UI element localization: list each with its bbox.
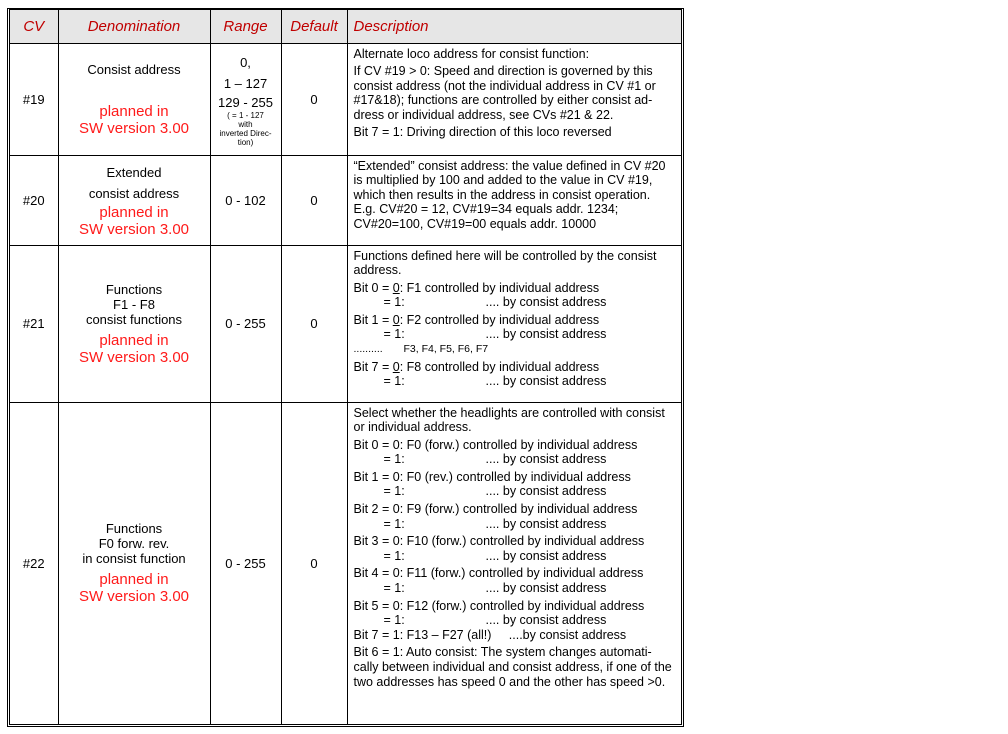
range-note: tion) [237, 137, 254, 147]
bit-entry: Bit 4 = 0: F11 (forw.) controlled by individual address = 1: .... by consist address [353, 566, 644, 596]
range-note: with [238, 119, 253, 129]
description-cell [347, 155, 681, 245]
description-text: “Extended” consist address: the value defined in CV #20 is multiplied by 100 and added to the value in CV #19, which then results in the address in consist operation. [353, 158, 666, 202]
table-row [10, 402, 681, 724]
header-description: Description [347, 10, 681, 43]
header-default: Default [281, 10, 347, 43]
bit-entry: Bit 0 = 0: F0 (forw.) controlled by individual address = 1: .... by consist address [353, 437, 638, 467]
description-text: Bit 6 = 1: Auto consist: The system changes automati-cally between individual and consist address, if one of the two addresses has speed 0 and the other has speed >0. [353, 645, 672, 689]
planned-note: planned in [99, 102, 169, 120]
planned-version: SW version 3.00 [78, 588, 190, 606]
cv-number: #22 [10, 402, 58, 724]
default-value: 0 [281, 402, 347, 724]
bit-entry: Bit 1 = 0: F0 (rev.) controlled by individual address = 1: .... by consist address [353, 469, 631, 499]
description-text: Alternate loco address for consist function: [353, 46, 590, 61]
denomination-cell [58, 43, 210, 155]
description-cell [347, 43, 681, 155]
planned-note: planned in [99, 204, 169, 221]
planned-version: SW version 3.00 [78, 119, 190, 137]
range-value: 0 - 255 [210, 245, 281, 402]
description-text: Select whether the headlights are controlled with consist or individual address. [353, 405, 665, 435]
default-value: 0 [281, 245, 347, 402]
denomination-text: consist address [88, 186, 180, 201]
header-denomination: Denomination [58, 10, 210, 43]
denomination-text: F0 forw. rev. [98, 536, 170, 552]
denomination-text: consist functions [85, 311, 183, 327]
planned-version: SW version 3.00 [78, 348, 190, 366]
planned-version: SW version 3.00 [78, 221, 190, 238]
denomination-cell [58, 245, 210, 402]
planned-note: planned in [99, 571, 169, 589]
bit-entry: Bit 0 = 0: F1 controlled by individual address = 1: .... by consist address [353, 280, 607, 310]
table-row [10, 43, 681, 155]
description-text: Functions defined here will be controlled by the consist address. [353, 248, 657, 278]
range-note: ( = 1 - 127 [227, 110, 264, 120]
table-row [10, 155, 681, 245]
cv-table [7, 8, 684, 727]
ellipsis-line: .......... F3, F4, F5, F6, F7 [353, 343, 489, 356]
description-cell [347, 402, 681, 724]
default-value: 0 [281, 155, 347, 245]
table-row [10, 245, 681, 402]
cv-number: #21 [10, 245, 58, 402]
range-cell [210, 43, 281, 155]
header-cv: CV [10, 10, 58, 43]
bit-entry: Bit 7 = 0: F8 controlled by individual address = 1: .... by consist address [353, 359, 607, 389]
description-text: If CV #19 > 0: Speed and direction is governed by this consist address (not the individual address in CV #1 or #17&18); functions are controlled by either consist ad-dress or individual address, see CVs #21 & 22. [353, 64, 656, 122]
bit-entry: Bit 2 = 0: F9 (forw.) controlled by individual address = 1: .... by consist address [353, 502, 638, 531]
range-line: 0, [240, 54, 251, 70]
cv-number: #20 [10, 155, 58, 245]
denomination-text: Functions [105, 521, 163, 537]
default-value: 0 [281, 43, 347, 155]
denomination-text: Extended [106, 165, 162, 180]
range-line: 1 – 127 [223, 75, 268, 91]
denomination-text: Functions [105, 281, 163, 297]
header-range: Range [210, 10, 281, 43]
denomination-text: in consist function [82, 551, 186, 567]
bit-entry: Bit 3 = 0: F10 (forw.) controlled by individual address = 1: .... by consist address [353, 534, 645, 563]
denomination-cell [58, 155, 210, 245]
range-note: inverted Direc- [219, 128, 272, 138]
description-text: Bit 7 = 1: F13 – F27 (all!) ....by consist address [353, 627, 627, 642]
header-row [10, 10, 681, 43]
description-text: CV#20=100, CV#19=00 equals addr. 10000 [353, 216, 597, 231]
range-value: 0 - 102 [210, 155, 281, 245]
bit-entry: Bit 1 = 0: F2 controlled by individual address = 1: .... by consist address [353, 312, 607, 342]
description-text: E.g. CV#20 = 12, CV#19=34 equals addr. 1234; [353, 202, 619, 217]
bit-entry: Bit 5 = 0: F12 (forw.) controlled by individual address = 1: .... by consist address [353, 598, 645, 628]
denomination-text: F1 - F8 [113, 296, 155, 312]
description-cell [347, 245, 681, 402]
description-text: Bit 7 = 1: Driving direction of this loco reversed [353, 125, 612, 140]
cv-number: #19 [10, 43, 58, 155]
range-line: 129 - 255 [218, 94, 273, 110]
denomination-cell [58, 402, 210, 724]
denomination-text: Consist address [87, 61, 181, 77]
range-value: 0 - 255 [210, 402, 281, 724]
planned-note: planned in [99, 331, 169, 349]
